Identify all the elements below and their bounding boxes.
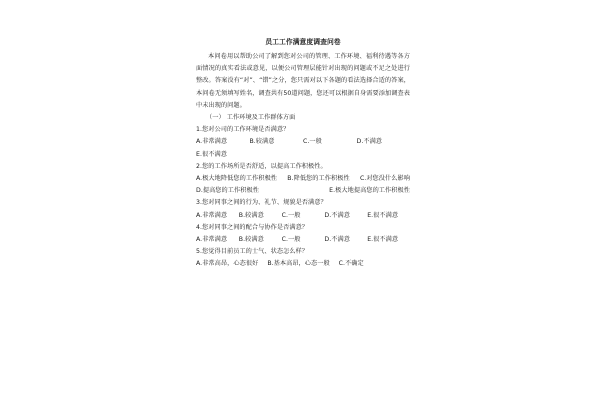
option: A.非常满意 xyxy=(196,236,228,244)
option: D.不满意 xyxy=(324,236,350,244)
question-3: 3.您对同事之间的行为、礼节、规貌是否满意？ xyxy=(196,199,327,207)
question-1-options xyxy=(196,136,410,160)
option: D.不满意 xyxy=(356,138,383,146)
option: D.不满意 xyxy=(324,211,350,219)
option: E.很不满意 xyxy=(196,150,227,158)
option: C.一般 xyxy=(281,211,301,219)
option: A.非常高昂，心态很好 xyxy=(196,260,259,268)
question-2: 2.您的工作场所是否舒适，以提高工作积极性。 xyxy=(196,162,327,170)
option: C.对您没什么影响 xyxy=(359,175,410,183)
option: C.不确定 xyxy=(338,260,364,268)
question-1: 1.您对公司的工作环境是否满意？ xyxy=(196,126,290,134)
question-5: 5.您觉得目前员工的士气、状态怎么样？ xyxy=(196,248,309,256)
questionnaire xyxy=(196,36,410,271)
page-title: 员工工作满意度调查问卷 xyxy=(265,38,341,46)
option: A.极大地降低您的工作积极性 xyxy=(196,175,278,183)
option: C.一般 xyxy=(303,138,322,146)
question-5-options xyxy=(196,258,410,270)
question-4-options xyxy=(196,234,410,246)
option: B.较满意 xyxy=(238,236,264,244)
option: C.一般 xyxy=(281,236,301,244)
option: A.非常满意 xyxy=(196,211,228,219)
question-4: 4.您对同事之间的配合与协作是否满意？ xyxy=(196,223,309,231)
question-2-options xyxy=(196,173,410,197)
option: B.基本高昂，心态一般 xyxy=(267,260,330,268)
option: B.较满意 xyxy=(238,211,264,219)
question-3-options xyxy=(196,210,410,222)
option: E.很不满意 xyxy=(367,236,399,244)
option: A.非常满意 xyxy=(196,138,228,146)
option: E.很不满意 xyxy=(367,211,399,219)
intro-paragraph: 本问卷用以帮助公司了解到您对公司的管理、工作环境、福利待遇等各方面情况的真实看法或意见，以便公司管理层能针对出现的问题或不足之处进行整改。答案没有“对”、“错”之分，您只需对以下各题的看法选择合适的答案，本问卷无须填写姓名，调查共有50道问题，您还可以根据自身需要添加调查表中未出现的问题。 xyxy=(196,53,410,109)
option: B.降低您的工作积极性 xyxy=(287,175,350,183)
option: B.较满意 xyxy=(249,138,275,146)
section-heading: （一） 工作环境及工作群体方面 xyxy=(206,114,296,122)
option: E.极大地提高您的工作积极性 xyxy=(329,187,410,195)
option: D.提高您的工作积极性 xyxy=(196,187,259,195)
